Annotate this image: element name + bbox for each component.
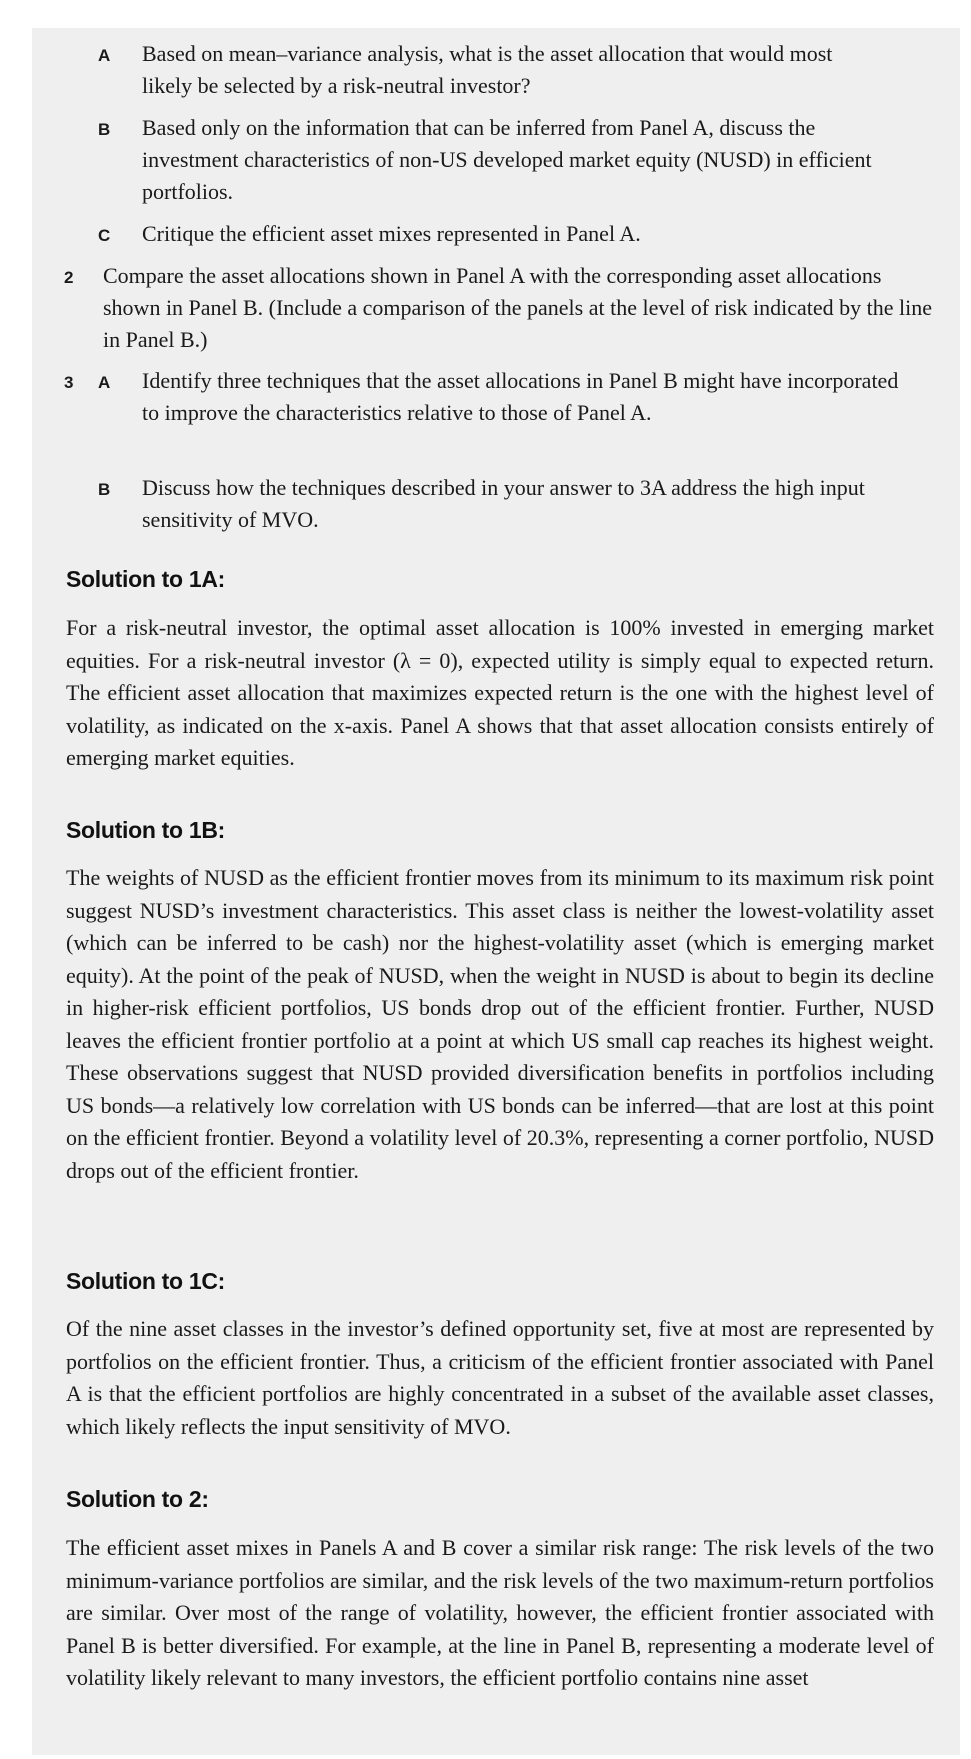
question-1c: [0, 218, 971, 252]
solution-1c-heading: Solution to 1C:: [66, 1268, 226, 1294]
question-letter: A: [98, 46, 111, 65]
question-text: Based on mean–variance analysis, what is the asset allocation that would most likely be selected by a risk-neutral investor?: [142, 41, 833, 98]
question-letter: A: [98, 373, 111, 392]
solution-1a-heading: Solution to 1A:: [66, 566, 226, 592]
solution-1c-text: Of the nine asset classes in the investor’s defined opportunity set, five at most are represented by portfolios on the efficient frontier. Thus, a criticism of the efficient frontier associated with Panel A is that the efficient portfolios are highly concentrated in a subset of the available asset classes, which likely reflects the input sensitivity of MVO.: [66, 1316, 934, 1439]
question-letter: C: [98, 226, 111, 245]
solution-1a-text: For a risk-neutral investor, the optimal asset allocation is 100% invested in emerging market equities. For a risk-neutral investor (λ = 0), expected utility is simply equal to expected return. The efficient asset allocation that maximizes expected return is the one with the highest level of volatility, as indicated on the x-axis. Panel A shows that that asset allocation consists entirely of emerging market equities.: [66, 615, 934, 770]
question-3b: [0, 472, 971, 542]
solution-2-text: The efficient asset mixes in Panels A and B cover a similar risk range: The risk levels of the two minimum-variance portfolios are similar, and the risk levels of the two maximum-return portfolios are similar. Over most of the range of volatility, however, the efficient frontier associated with Panel B is better diversified. For example, at the line in Panel B, representing a moderate level of volatility likely relevant to many investors, the efficient portfolio contains nine asset: [66, 1535, 934, 1690]
question-text: Compare the asset allocations shown in Panel A with the corresponding asset allocations shown in Panel B. (Include a comparison of the panels at the level of risk indicated by the line in Panel B.): [103, 263, 933, 352]
question-number: 2: [64, 268, 74, 287]
question-letter: B: [98, 120, 111, 139]
question-text: Based only on the information that can be inferred from Panel A, discuss the investment characteristics of non-US developed market equity (NUSD) in efficient portfolios.: [142, 115, 872, 204]
question-1b: [0, 112, 971, 212]
question-text: Identify three techniques that the asset allocations in Panel B might have incorporated to improve the characteristics relative to those of Panel A.: [142, 368, 899, 425]
question-2: [0, 260, 971, 360]
question-text: Critique the efficient asset mixes represented in Panel A.: [142, 221, 641, 246]
solution-1b-heading: Solution to 1B:: [66, 817, 226, 843]
question-1a: [0, 38, 971, 108]
solution-2-heading: Solution to 2:: [66, 1486, 209, 1512]
solution-1b-text: The weights of NUSD as the efficient frontier moves from its minimum to its maximum risk point suggest NUSD’s investment characteristics. This asset class is neither the lowest-volatility asset (which can be inferred to be cash) nor the highest-volatility asset (which is emerging market equity). At the point of the peak of NUSD, when the weight in NUSD is about to begin its decline in higher-risk efficient portfolios, US bonds drop out of the efficient frontier. Further, NUSD leaves the efficient frontier portfolio at a point at which US small cap reaches its highest weight. These observations suggest that NUSD provided diversification benefits in portfolios including US bonds—a relatively low correlation with US bonds can be inferred—that are lost at this point on the efficient frontier. Beyond a volatility level of 20.3%, representing a corner portfolio, NUSD drops out of the efficient frontier.: [66, 865, 934, 1183]
question-letter: B: [98, 480, 111, 499]
question-text: Discuss how the techniques described in your answer to 3A address the high input sensitivity of MVO.: [142, 475, 865, 532]
question-number: 3: [64, 373, 74, 392]
question-3a: [0, 365, 971, 465]
